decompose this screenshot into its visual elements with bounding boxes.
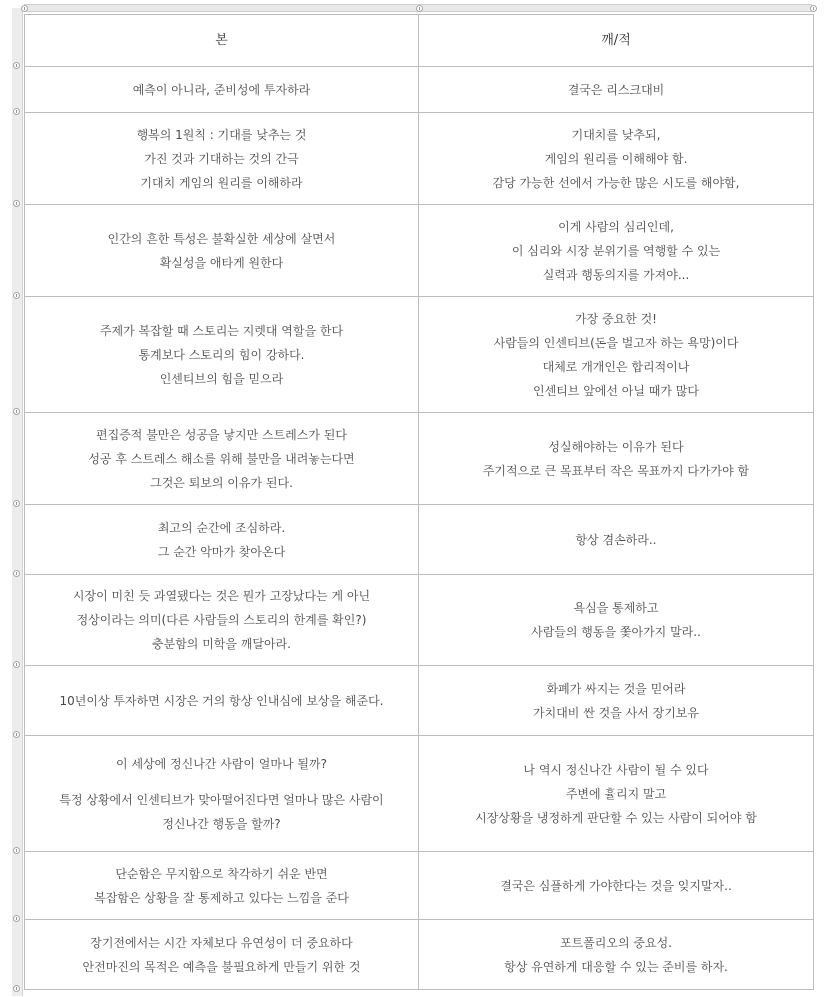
table-row [25, 67, 814, 113]
insight-text-cell[interactable] [419, 205, 814, 297]
cell-text-line: 기대치를 낮추되, [571, 127, 661, 142]
cell-text-line: 가치대비 싼 것을 사서 장기보유 [533, 705, 699, 720]
cell-text-line: 안전마진의 목적은 예측을 불필요하게 만들기 위한 것 [82, 959, 361, 974]
table-row [25, 205, 814, 297]
row-insert-handle-icon[interactable] [13, 847, 20, 854]
cell-text-line: 가진 것과 기대하는 것의 간극 [144, 151, 299, 166]
original-text-cell[interactable] [25, 575, 419, 666]
original-text-cell[interactable] [25, 852, 419, 920]
row-insert-handle-icon[interactable] [13, 108, 20, 115]
cell-text-line: 복잡함은 상황을 잘 통제하고 있다는 느낌을 준다 [94, 890, 349, 905]
insight-text-cell[interactable] [419, 666, 814, 736]
table-row [25, 736, 814, 852]
cell-text-line [31, 776, 412, 788]
cell-text-line: 인센티브 앞에선 아닐 때가 많다 [533, 383, 699, 398]
table-row [25, 666, 814, 736]
table-header-row [25, 15, 814, 67]
cell-text-line: 욕심을 통제하고 [573, 601, 659, 615]
cell-text-line: 기대치 게임의 원리를 이해하라 [140, 175, 303, 190]
original-text-cell[interactable] [25, 205, 419, 297]
header-cell-insight[interactable]: 깨/적 [419, 15, 814, 67]
cell-text-line: 편집증적 불만은 성공을 낳지만 스트레스가 된다 [96, 427, 347, 442]
cell-text-line: 항상 겸손하라.. [575, 532, 657, 547]
insight-text-cell[interactable] [419, 920, 814, 990]
insight-text-cell[interactable] [419, 67, 814, 113]
original-text-cell[interactable] [25, 113, 419, 205]
cell-text-line: 시장이 미친 듯 과열됐다는 것은 뭔가 고장났다는 게 아닌 [72, 589, 371, 603]
table-row [25, 413, 814, 505]
table-row [25, 852, 814, 920]
insight-text-cell[interactable] [419, 736, 814, 852]
cell-text-line: 주변에 휼리지 말고 [565, 786, 667, 801]
cell-text-line: 통계보다 스토리의 힘이 강하다. [138, 347, 305, 362]
cell-text-line: 정신나간 행동을 할까? [162, 816, 281, 831]
row-insert-handle-icon[interactable] [13, 292, 20, 299]
row-insert-handle-icon[interactable] [13, 661, 20, 668]
cell-text-line: 결국은 심플하게 가야한다는 것을 잊지말자.. [500, 878, 732, 893]
cell-text-line: 게임의 원리를 이해해야 함. [544, 151, 688, 166]
cell-text-line: 사람들의 행동을 쫓아가지 말라.. [531, 625, 701, 639]
cell-text-line: 확실성을 애타게 원한다 [159, 255, 284, 270]
cell-text-line: 그것은 퇴보의 이유가 된다. [150, 475, 293, 490]
row-insert-handle-icon[interactable] [13, 408, 20, 415]
table-corner-handle-icon[interactable] [21, 5, 28, 12]
original-text-cell[interactable] [25, 505, 419, 575]
insight-text-cell[interactable] [419, 297, 814, 413]
cell-text-line: 예측이 아니라, 준비성에 투자하라 [132, 82, 311, 97]
cell-text-line: 장기전에서는 시간 자체보다 유연성이 더 중요하다 [90, 935, 353, 950]
cell-text-line: 감당 가능한 선에서 가능한 많은 시도를 해야함, [492, 175, 740, 190]
original-text-cell[interactable] [25, 413, 419, 505]
cell-text-line: 그 순간 악마가 찾아온다 [157, 544, 286, 559]
row-insert-handle-icon[interactable] [13, 62, 20, 69]
cell-text-line: 주제가 복잡할 때 스토리는 지렛대 역할을 한다 [99, 323, 344, 338]
table-row [25, 505, 814, 575]
cell-text-line: 이 세상에 정신나간 사람이 얼마나 될까? [116, 756, 327, 771]
original-text-cell[interactable] [25, 297, 419, 413]
cell-text-line: 인간의 흔한 특성은 불확실한 세상에 살면서 [107, 231, 336, 246]
cell-text-line: 포트폴리오의 중요성. [560, 935, 672, 950]
cell-text-line: 성공 후 스트레스 해소를 위해 불만을 내려놓는다면 [88, 451, 355, 466]
cell-text-line: 정상이라는 의미(다른 사람들의 스토리의 한계를 확인?) [76, 613, 367, 627]
cell-text-line: 항상 유연하게 대응할 수 있는 준비를 하자. [504, 959, 728, 974]
notes-table [24, 14, 814, 990]
cell-text-line: 행복의 1원칙 : 기대를 낮추는 것 [136, 127, 307, 142]
table-row [25, 297, 814, 413]
cell-text-line: 10년이상 투자하면 시장은 거의 항상 인내심에 보상을 해준다. [59, 693, 384, 708]
cell-text-line: 특정 상황에서 인센티브가 맞아떨어진다면 얼마나 많은 사람이 [59, 792, 384, 807]
row-insert-handle-icon[interactable] [13, 570, 20, 577]
original-text-cell[interactable] [25, 920, 419, 990]
row-insert-handle-icon[interactable] [13, 915, 20, 922]
cell-text-line: 나 역시 정신나간 사람이 될 수 있다 [523, 762, 709, 777]
cell-text-line: 단순함은 무지함으로 착각하기 쉬운 반면 [115, 866, 328, 881]
cell-text-line: 화폐가 싸지는 것을 믿어라 [546, 681, 686, 696]
row-insert-handle-icon[interactable] [13, 985, 20, 992]
row-insert-handle-icon[interactable] [13, 500, 20, 507]
table-row [25, 920, 814, 990]
cell-text-line: 실력과 행동의지를 가져야... [542, 267, 690, 282]
cell-text-line: 결국은 리스크대비 [567, 82, 665, 97]
column-resize-handle-icon[interactable] [416, 5, 423, 12]
cell-text-line: 대체로 개개인은 합리적이나 [542, 359, 690, 374]
insight-text-cell[interactable] [419, 852, 814, 920]
insight-text-cell[interactable] [419, 575, 814, 666]
table-add-column-handle-icon[interactable] [810, 5, 817, 12]
insight-text-cell[interactable] [419, 113, 814, 205]
original-text-cell[interactable] [25, 736, 419, 852]
cell-text-line: 이게 사람의 심리인데, [558, 219, 674, 234]
cell-text-line: 주기적으로 큰 목표부터 작은 목표까지 다가가야 함 [482, 463, 750, 478]
cell-text-line: 최고의 순간에 조심하라. [157, 520, 286, 535]
row-insert-handle-icon[interactable] [13, 200, 20, 207]
original-text-cell[interactable] [25, 67, 419, 113]
insight-text-cell[interactable] [419, 413, 814, 505]
cell-text-line: 충분함의 미학을 깨달아라. [152, 637, 291, 651]
table-row [25, 113, 814, 205]
cell-text-line: 사람들의 인센티브(돈을 벌고자 하는 욕망)이다 [493, 335, 739, 350]
original-text-cell[interactable] [25, 666, 419, 736]
header-cell-original[interactable]: 본 [25, 15, 419, 67]
insight-text-cell[interactable] [419, 505, 814, 575]
cell-text-line: 인센티브의 힘을 믿으라 [159, 371, 284, 386]
cell-text-line: 이 심리와 시장 분위기를 역행할 수 있는 [511, 243, 721, 258]
cell-text-line: 시장상황을 냉정하게 판단할 수 있는 사람이 되어야 함 [475, 810, 757, 825]
cell-text-line: 가장 중요한 것! [575, 311, 657, 326]
cell-text-line: 성실해야하는 이유가 된다 [548, 439, 684, 454]
row-insert-handle-icon[interactable] [13, 731, 20, 738]
table-row [25, 575, 814, 666]
